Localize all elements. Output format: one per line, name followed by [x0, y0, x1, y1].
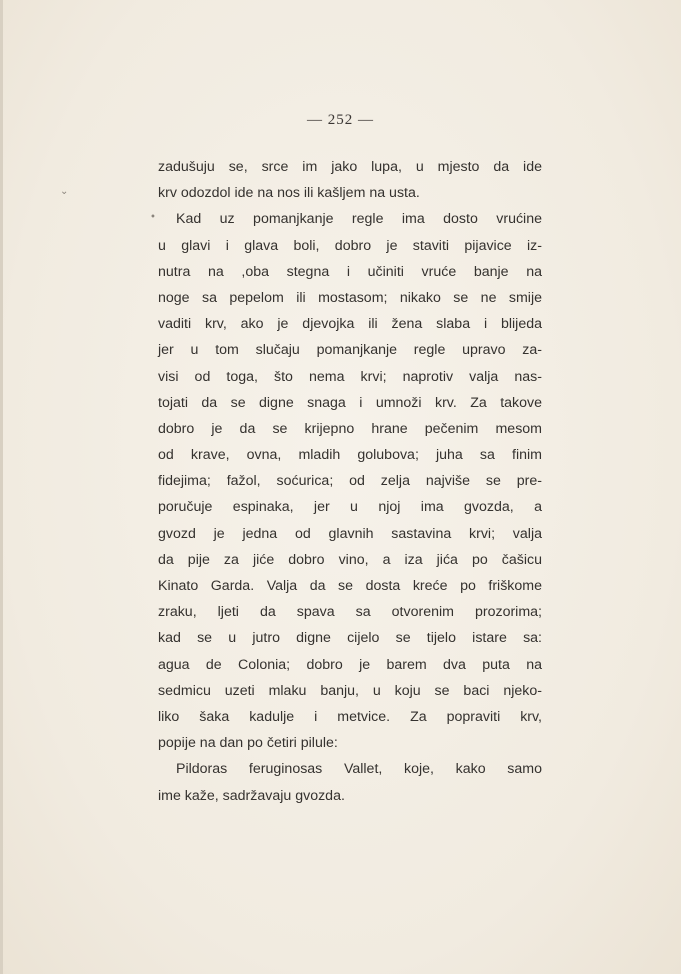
text-line: Kad uz pomanjkanje regle ima dosto vrućine [176, 211, 542, 228]
text-line: liko šaka kadulje i metvice. Za popraviti krv, [158, 708, 542, 725]
text-line: od krave, ovna, mladih golubova; juha sa finim [158, 447, 542, 464]
text-line: zraku, ljeti da spava sa otvorenim prozorima; [158, 604, 542, 621]
text-line: Pildoras feruginosas Vallet, koje, kako samo [176, 761, 542, 778]
text-line: zadušuju se, srce im jako lupa, u mjesto da ide [158, 159, 542, 175]
text-line: da pije za jiće dobro vino, a iza jića po čašicu [158, 551, 542, 568]
body-text [158, 154, 542, 809]
text-line: poručuje espinaka, jer u njoj ima gvozda, a [158, 499, 542, 516]
text-line: fidejima; fažol, soćurica; od zelja najviše se pre- [158, 473, 542, 490]
text-line: ime kaže, sadržavaju gvozda. [158, 787, 345, 804]
text-line: dobro je da se krijepno hrane pečenim mesom [158, 420, 542, 437]
page-edge [0, 0, 3, 974]
text-line: noge sa pepelom ili mostasom; nikako se ne smije [158, 289, 542, 306]
text-line: nutra na ,oba stegna i učiniti vruće banje na [158, 263, 542, 280]
text-line: popije na dan po četiri pilule: [158, 735, 338, 752]
margin-mark: ⌄ [60, 186, 69, 197]
text-line: krv odozdol ide na nos ili kašljem na usta. [158, 185, 420, 202]
text-line: agua de Colonia; dobro je barem dva puta na [158, 656, 542, 673]
text-line: jer u tom slučaju pomanjkanje regle upravo za- [158, 342, 542, 359]
text-line: visi od toga, što nema krvi; naprotiv valja nas- [158, 368, 542, 385]
text-line: Kinato Garda. Valja da se dosta kreće po friškome [158, 578, 542, 594]
text-line: sedmicu uzeti mlaku banju, u koju se baci njeko- [158, 682, 542, 699]
text-line: u glavi i glava boli, dobro je staviti pijavice iz- [158, 237, 542, 254]
text-line: kad se u jutro digne cijelo se tijelo istare sa: [158, 630, 542, 647]
text-line: vaditi krv, ako je djevojka ili žena slaba i blijeda [158, 316, 542, 333]
text-line: gvozd je jedna od glavnih sastavina krvi; valja [158, 525, 542, 542]
ink-speck: • [150, 212, 156, 223]
page-number: — 252 — [307, 112, 374, 128]
text-line: tojati da se digne snaga i umnoži krv. Za takove [158, 394, 542, 411]
